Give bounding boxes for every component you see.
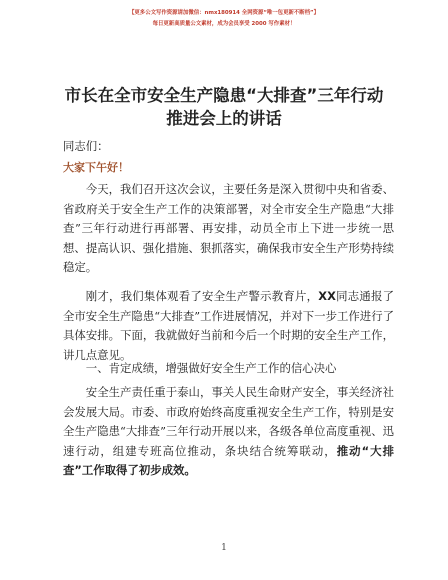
paragraph-2	[63, 287, 394, 365]
paragraph-3	[63, 383, 394, 481]
document-title	[0, 84, 448, 130]
paragraph-3-bold: 推动“大排查”工作取得了初步成效。	[63, 443, 394, 477]
paragraph-2-suffix: 同志通报了全市安全生产隐患“大排查”工作进展情况，并对下一步工作进行了具体安排。下面，我就做好当前和今后一个时期的安全生产工作，讲几点意见。	[63, 289, 394, 362]
title-line-2: 推进会上的讲话	[166, 109, 282, 128]
paragraph-2-bold: XX	[318, 289, 336, 303]
paragraph-3-prefix: 安全生产责任重于泰山，事关人民生命财产安全，事关经济社会发展大局。市委、市政府始终高度重视安全生产工作，特别是安全生产隐患“大排查”三年行动开展以来，各级各单位高度重视、迅速行动，组建专班高位推动，条块结合统筹联动，	[63, 385, 394, 458]
paragraph-1: 今天，我们召开这次会议，主要任务是深入贯彻中央和省委、省政府关于安全生产工作的决策部署，对全市安全生产隐患“大排查”三年行动进行再部署、再安排，动员全市上下进一步统一思想、提高认识、强化措施、狠抓落实，确保我市安全生产形势持续稳定。	[63, 182, 394, 274]
greeting: 大家下午好！	[63, 161, 129, 174]
title-line-1: 市长在全市安全生产隐患“大排查”三年行动	[64, 86, 384, 105]
promo-banner	[0, 8, 448, 30]
banner-line-1: 【更多公文写作资源请加微信：nmx180914 全网资源“唯一包更新不断档”】	[129, 10, 319, 16]
page-number: 1	[221, 543, 227, 553]
salutation: 同志们：	[63, 139, 109, 153]
banner-line-2: 每日更新高质量公文素材，成为会员享受 2000 写作素材！	[152, 21, 296, 27]
paragraph-2-prefix: 刚才，我们集体观看了安全生产警示教育片，	[85, 289, 319, 303]
section-heading-1: 一、肯定成绩，增强做好安全生产工作的信心决心	[85, 361, 337, 375]
